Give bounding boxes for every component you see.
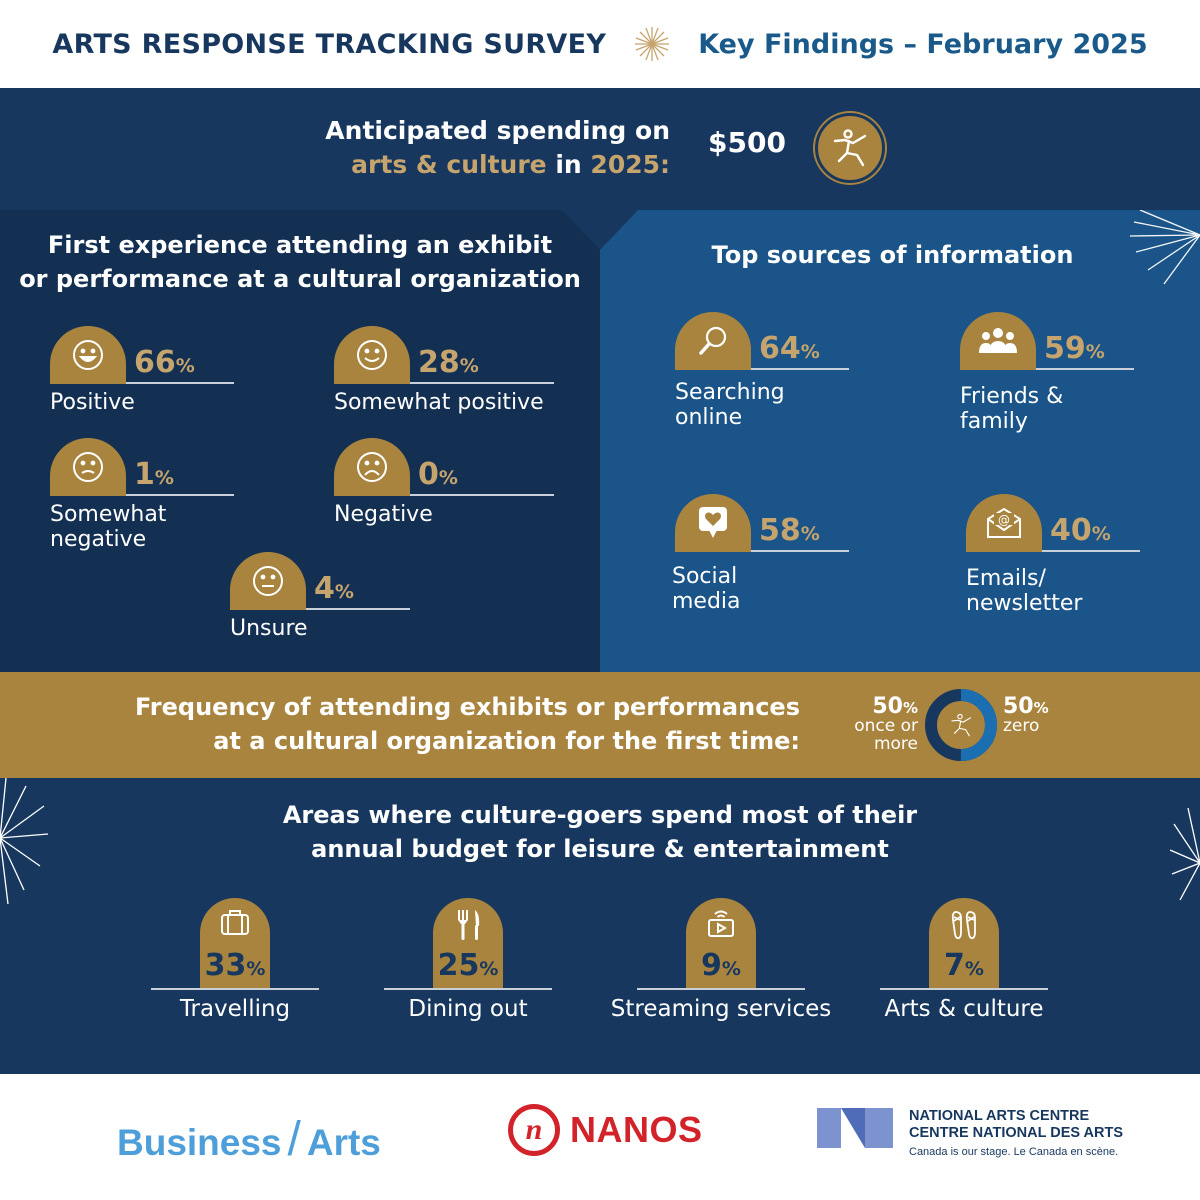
stat-unit: % (800, 341, 820, 363)
spending-value: $500 (708, 126, 786, 159)
stat-number: 9 (701, 948, 722, 983)
stat-number: 7 (944, 948, 965, 983)
stat-number: 0 (418, 457, 439, 492)
budget-title (0, 798, 1200, 866)
stat-number: 28 (418, 345, 460, 380)
spending-label-line1: Anticipated spending on (325, 116, 670, 145)
spending-label-gold: arts & culture (351, 150, 547, 179)
budget-value (880, 948, 1048, 983)
stat-label (672, 564, 741, 614)
stat-value (418, 345, 479, 380)
stat-unit: % (154, 467, 174, 489)
source-searching-online (675, 312, 849, 430)
budget-band (0, 778, 1200, 1074)
donut-center (939, 703, 983, 747)
stat-value (759, 331, 820, 366)
footer (0, 1074, 1200, 1200)
first-experience-title-line2: or performance at a cultural organization (19, 265, 581, 293)
stat-value (759, 513, 820, 548)
stat-number: 50 (1003, 694, 1034, 719)
business-arts-word1: Business (117, 1122, 282, 1163)
nac-name-en: NATIONAL ARTS CENTRE (909, 1108, 1090, 1124)
stat-label (960, 384, 1063, 434)
magnifier-icon (675, 312, 751, 370)
nac-logo (817, 1108, 1123, 1160)
stat-label-line1: Social (672, 564, 738, 589)
divider (880, 988, 1048, 990)
nac-tagline: Canada is our stage. Le Canada en scène. (909, 1146, 1119, 1158)
stat-value (1050, 513, 1111, 548)
budget-value (637, 948, 805, 983)
stat-unit: % (964, 958, 984, 980)
frequency-title (135, 690, 800, 758)
stat-value (134, 345, 195, 380)
frequency-donut (924, 688, 998, 762)
stat-value (418, 457, 458, 492)
experience-unsure (230, 552, 410, 641)
nac-text (909, 1108, 1123, 1160)
business-arts-slash: / (287, 1113, 301, 1166)
frequency-right-label: zero (1003, 716, 1040, 736)
stat-label-line2: online (675, 405, 743, 430)
stat-number: 33 (204, 948, 247, 983)
stat-label (675, 380, 785, 430)
neutral-face-icon (230, 552, 306, 610)
page-subtitle: Key Findings – February 2025 (698, 28, 1148, 60)
grin-face-icon (50, 326, 126, 384)
stat-unit: % (459, 355, 479, 377)
stat-number: 59 (1044, 331, 1086, 366)
smile-face-icon (334, 326, 410, 384)
stat-number: 40 (1050, 513, 1092, 548)
dancer-icon (815, 113, 885, 183)
stat-number: 1 (134, 457, 155, 492)
heart-bubble-icon (675, 494, 751, 552)
people-icon (960, 312, 1036, 370)
stat-unit: % (800, 523, 820, 545)
budget-label: Dining out (408, 996, 528, 1022)
starburst-icon (634, 26, 670, 62)
stat-number: 4 (314, 571, 335, 606)
budget-value (151, 948, 319, 983)
frequency-title-line2: at a cultural organization for the first time: (213, 727, 800, 755)
stat-unit: % (902, 699, 918, 717)
frequency-title-line1: Frequency of attending exhibits or performances (134, 693, 800, 721)
panel-notch (560, 208, 640, 250)
header (0, 0, 1200, 88)
stat-unit: % (438, 467, 458, 489)
stat-number: 50 (872, 694, 903, 719)
stat-number: 58 (759, 513, 801, 548)
source-friends-family (960, 312, 1134, 434)
stat-label: Unsure (230, 616, 308, 641)
frequency-left-label-line2: more (873, 734, 918, 754)
frown-face-icon (50, 438, 126, 496)
budget-label: Travelling (179, 996, 291, 1022)
source-social-media (672, 494, 849, 614)
nanos-logo (508, 1104, 703, 1156)
nanos-mark-icon: n (508, 1104, 560, 1156)
divider (384, 988, 552, 990)
spending-label-line2 (325, 148, 670, 182)
stat-number: 66 (134, 345, 176, 380)
stat-label (966, 566, 1082, 616)
spending-label (325, 114, 670, 182)
sources-panel (600, 210, 1200, 672)
nac-name-fr: CENTRE NATIONAL DES ARTS (909, 1125, 1124, 1141)
business-arts-word2: Arts (306, 1122, 381, 1163)
envelope-icon (966, 494, 1042, 552)
spending-band (0, 88, 1200, 210)
stat-label-line1: Searching (675, 380, 785, 405)
sad-face-icon (334, 438, 410, 496)
frequency-once-or-more (836, 694, 918, 754)
frequency-right-value (1003, 694, 1049, 719)
stat-label-line2: family (960, 409, 1028, 434)
stat-label: Negative (334, 502, 433, 527)
stat-unit: % (479, 958, 499, 980)
stat-unit: % (246, 958, 266, 980)
stat-unit: % (1033, 699, 1049, 717)
experience-positive (50, 326, 234, 415)
budget-value (384, 948, 552, 983)
frequency-band (0, 672, 1200, 778)
stat-number: 64 (759, 331, 801, 366)
experience-somewhat-positive (334, 326, 554, 415)
svg-text:@: @ (998, 513, 1010, 527)
stat-number: 25 (437, 948, 480, 983)
stat-unit: % (1091, 523, 1111, 545)
stat-value (314, 571, 354, 606)
budget-travelling (151, 898, 319, 1038)
budget-dining-out (384, 898, 552, 1038)
nac-mark-icon (817, 1108, 893, 1148)
budget-title-line1: Areas where culture-goers spend most of their (282, 801, 918, 829)
budget-label: Streaming services (610, 996, 832, 1022)
stat-label: Somewhat negative (50, 502, 167, 552)
first-experience-title (0, 228, 600, 296)
stat-unit: % (1085, 341, 1105, 363)
stat-value (1044, 331, 1105, 366)
first-experience-panel (0, 210, 600, 672)
frequency-left-label-line1: once or (854, 716, 918, 736)
stat-value (134, 457, 174, 492)
budget-title-line2: annual budget for leisure & entertainment (311, 835, 889, 863)
experience-negative (334, 438, 554, 527)
first-experience-title-line1: First experience attending an exhibit (47, 231, 553, 259)
spending-label-year: 2025: (590, 150, 670, 179)
budget-streaming-services (610, 898, 832, 1038)
frequency-zero (1003, 694, 1049, 736)
source-emails-newsletter (966, 494, 1140, 616)
divider (637, 988, 805, 990)
stat-unit: % (721, 958, 741, 980)
sources-title: Top sources of information (711, 241, 1074, 269)
spending-label-in: in (546, 150, 591, 179)
stat-label: Somewhat positive (334, 390, 544, 415)
experience-somewhat-negative (50, 438, 234, 552)
business-arts-logo (117, 1112, 381, 1167)
budget-arts-culture (880, 898, 1048, 1038)
page-title: ARTS RESPONSE TRACKING SURVEY (52, 28, 607, 60)
stat-label-line1: Friends & (960, 384, 1064, 409)
stat-label-line1: Emails/ (966, 566, 1046, 591)
stat-label-line2: media (672, 589, 741, 614)
divider (151, 988, 319, 990)
stat-unit: % (175, 355, 195, 377)
frequency-left-value (836, 694, 918, 719)
stat-unit: % (334, 581, 354, 603)
stat-label-line2: newsletter (966, 591, 1083, 616)
stat-label: Positive (50, 390, 135, 415)
nanos-wordmark: NANOS (570, 1109, 703, 1150)
budget-label: Arts & culture (884, 996, 1044, 1022)
